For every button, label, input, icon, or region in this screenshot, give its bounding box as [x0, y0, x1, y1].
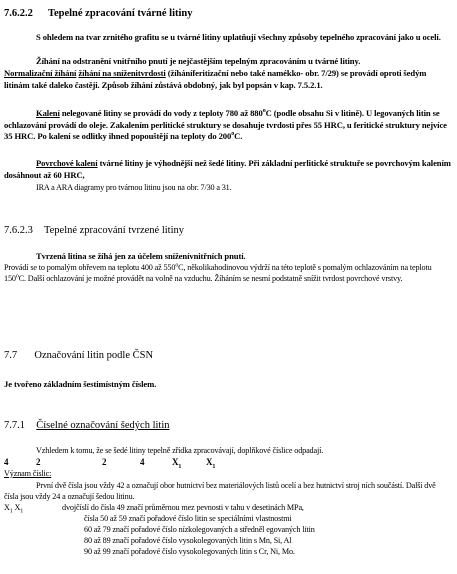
meaning-paragraph: První dvě čísla jsou vždy 42 a označují obor hutnictví bez materiálových listů ocelí a bez hutnictví stroj ních součástí. Další dvě čísla jsou vždy 24 a označují šedou litinu.: [4, 481, 436, 501]
section-title: Označování litin podle ČSN: [34, 350, 154, 361]
scheme-digit-6: $X_1$: [206, 457, 216, 470]
section-title: Tepelné zpracování tvrzené litiny: [43, 225, 185, 236]
scheme-digit-5: $X_1$: [172, 457, 182, 470]
section-title: Číselné označování šedých litin: [36, 420, 170, 431]
paragraph-3: Normalizační žíhání žíhání na sníženitvrdosti (žíháníferitizační nebo také namékko- obr. 7/29) se provádí oproti šedým litinám také daleko častěji. Způsob žíhání zůstává obdobný, jak byl popsán v kap. 7.5.2.1.: [4, 68, 427, 90]
meaning-label: Význam číslic:: [4, 469, 52, 478]
meaning-row-5: 90 až 99 značí pořadové číslo vysokolegovaných litin s Cr, Ni, Mo.: [84, 547, 295, 556]
section-number: 7.6.2.3: [4, 225, 33, 236]
section-heading-7-6-2-3: [4, 225, 184, 236]
section-heading-7-7-1: [4, 420, 170, 431]
meaning-row-2: čísla 50 až 59 značí pořadové číslo litin se speciálními vlastnostmi: [84, 514, 292, 523]
xx-label: $X_1$ $X_1$: [4, 503, 24, 515]
section-number: 7.7.1: [4, 420, 25, 431]
paragraph-5: Povrchové kalení tvárné litiny je výhodnější než šedé litiny. Při základní perlitické struktuře se povrchovým kalením dosáhnout až 60 HRC,: [4, 158, 451, 180]
scheme-digit-4: 4: [140, 457, 145, 467]
scheme-digit-1: 4: [4, 457, 9, 467]
paragraph-1: S ohledem na tvar zrnitého grafitu se u tvárné litiny uplatňují všechny způsoby tepelného zpracování jako u ocelí.: [36, 32, 441, 42]
section-title: Tepelné zpracování tvárné litiny: [47, 8, 193, 19]
paragraph-6: IRA a ARA diagramy pro tvárnou litinu jsou na obr. 7/30 a 31.: [36, 183, 232, 192]
intro-text: Vzhledem k tomu, že se šedé litiny tepelně zřídka zpracovávají, doplňkové číslice odpadají.: [36, 446, 324, 455]
meaning-row-3: 60 až 79 značí pořadové číslo nízkolegovaných a středněl egovaných litin: [84, 525, 315, 534]
meaning-row-1: dvojčíslí do čísla 49 značí průměrnou mez pevnosti v tahu v desetinách MPa,: [62, 503, 304, 512]
paragraph-8: Provádí se to pomalým ohřevem na teplotu 400 až 550$^o$C, několikahodinovou výdrží na této teplotě s pomalým ochlazováním na teplotu 150$^o$C. Další ochlazování je možné provádět na volně na vzduchu. Žíháním se nesmí podstatně snížit tvrdost povrchové vrstvy.: [4, 262, 432, 283]
section-number: 7.7: [4, 350, 18, 361]
paragraph-2: Žíhání na odstranění vnitřního pnutí je nejčastějším tepelným zpracováním u tvárné litiny.: [36, 56, 361, 66]
meaning-row-4: 80 až 89 značí pořadové číslo vysokolegovaných litin s Mn, Si, Al: [84, 536, 292, 545]
section-heading-7-6-2-2: [4, 8, 193, 19]
paragraph-4: Kalení nelegované litiny se provádí do vody z teploty 780 až 880$^o$C (podle obsahu Si v litině). U legovaných litin se ochlazování provádí do oleje. Zakalením perlitické struktury se dosahuje tvrdosti přes 55 HRC, u feritické struktury nejvíce 35 HRC. Po kalení se odlitky ihned popouštějí na teploty do 200$^o$C.: [4, 108, 447, 141]
paragraph-7: Tvrzená litina se žíhá jen za účelem sníženívnitřních pnutí.: [36, 251, 246, 261]
section-heading-7-7: [4, 350, 153, 361]
section-number: 7.6.2.2: [4, 8, 33, 19]
scheme-digit-3: 2: [102, 457, 107, 467]
scheme-digit-2: 2: [36, 457, 41, 467]
paragraph-9: Je tvořeno základním šestimístným číslem.: [4, 379, 157, 389]
